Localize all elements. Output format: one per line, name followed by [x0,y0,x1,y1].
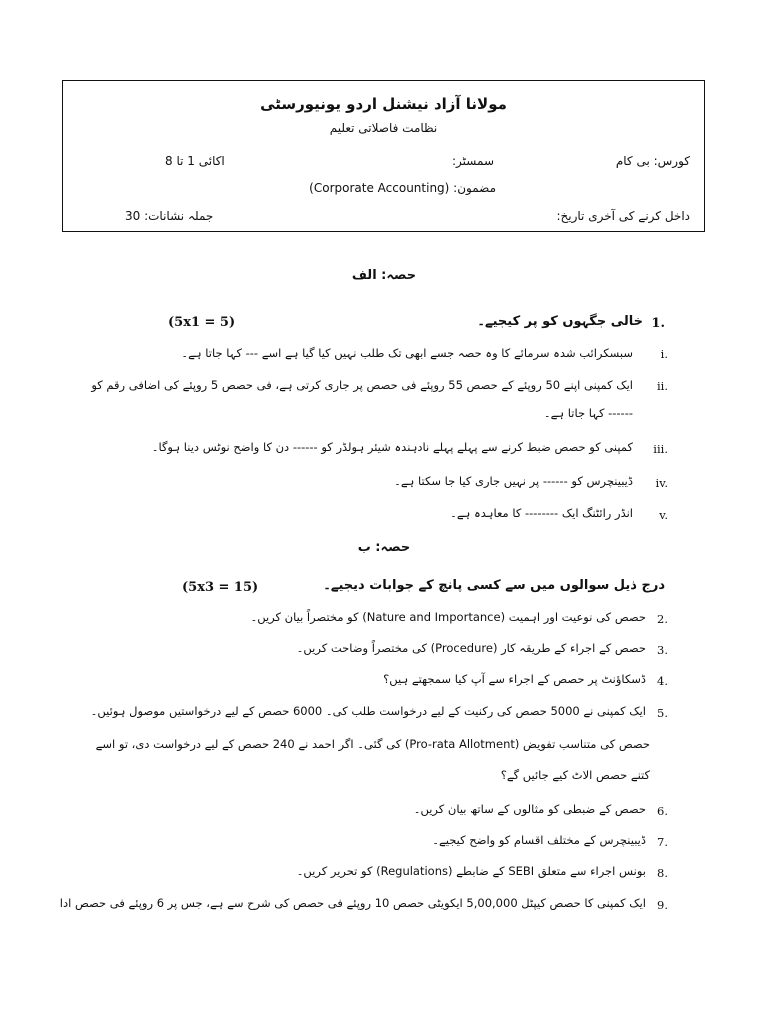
question-text: ایک کمپنی کا حصص کیپٹل 5,00,000 ایکویٹی حصص 10 روپئے فی حصص کی شرح سے ہے، جس پر 6 روپئے فی حصص ادا [59,896,646,910]
question-text: حصص کے اجراء کے طریقہ کار (Procedure) کی مختصراً وضاحت کریں۔ [296,641,646,655]
question-text: حصص کی نوعیت اور اہمیت (Nature and Importance) کو مختصراً بیان کریں۔ [250,610,646,624]
university-name: مولانا آزاد نیشنل اردو یونیورسٹی [260,95,507,113]
item-number: v. [659,508,668,522]
section-b-title: حصہ: ب [357,540,411,555]
item-number: iv. [655,476,668,490]
header-box [62,80,705,232]
question-number: 2. [657,612,668,626]
section-a-marks: (5x1 = 5) [168,315,236,330]
fill-blank-item: سبسکرائب شدہ سرمائے کا وہ حصہ جسے ابھی تک طلب نہیں کیا گیا ہے اسے --- کہا جاتا ہے۔ [181,346,633,360]
question-number: 7. [657,835,668,849]
question-number: 5. [657,706,668,720]
course-label: کورس: بی کام [615,154,690,168]
semester-label: سمسٹر: [452,154,494,168]
question-text-line: حصص کی متناسب تفویض (Pro-rata Allotment) کی گئی۔ اگر احمد نے 240 حصص کے لیے درخواست دی، تو اسے [95,737,650,751]
question-number: 3. [657,643,668,657]
section-b-instruction: درج ذیل سوالوں میں سے کسی پانچ کے جوابات دیجیے۔ [323,578,665,593]
fill-blank-item: انڈر رائٹنگ ایک -------- کا معاہدہ ہے۔ [450,506,633,520]
question-text-line: کتنے حصص الاٹ کیے جائیں گے؟ [500,768,650,782]
last-date-label: داخل کرنے کی آخری تاریخ: [556,209,690,223]
question-number: 8. [657,866,668,880]
directorate-name: نظامت فاصلاتی تعلیم [329,121,438,135]
question-text: ایک کمپنی نے 5000 حصص کی رکنیت کے لیے درخواست طلب کی۔ 6000 حصص کے لیے درخواستیں موصول ہوئیں۔ [90,704,646,718]
item-number: ii. [656,379,668,393]
fill-blank-item: کمپنی کو حصص ضبط کرنے سے پہلے پہلے نادہندہ شیئر ہولڈر کو ------ دن کا واضح نوٹس دینا ہوگا۔ [151,440,633,454]
question-text: بونس اجراء سے متعلق SEBI کے ضابطے (Regulations) کو تحریر کریں۔ [296,864,646,878]
fill-blank-item-continuation: ------ کہا جاتا ہے۔ [543,406,633,420]
section-b-marks: (5x3 = 15) [182,580,259,595]
question-text: ڈیبینچرس کے مختلف اقسام کو واضح کیجیے۔ [432,833,646,847]
fill-blank-item: ایک کمپنی اپنے 50 روپئے کے حصص 55 روپئے فی حصص پر جاری کرتی ہے، فی حصص 5 روپئے کی اضافی رقم کو [91,378,633,392]
question-number: 9. [657,898,668,912]
units-label: اکائی 1 تا 8 [165,154,225,168]
question-1-number: 1. [651,316,665,331]
question-text: حصص کے ضبطی کو مثالوں کے ساتھ بیان کریں۔ [413,802,646,816]
subject-label: مضمون: (Corporate Accounting) [309,181,496,195]
fill-blank-item: ڈیبینچرس کو ------ پر نہیں جاری کیا جا سکتا ہے۔ [394,474,633,488]
section-a-title: حصہ: الف [351,268,417,283]
question-text: ڈسکاؤنٹ پر حصص کے اجراء سے آپ کیا سمجھتے ہیں؟ [383,672,646,686]
question-number: 4. [657,674,668,688]
item-number: i. [660,347,668,361]
item-number: iii. [653,442,668,456]
question-number: 6. [657,804,668,818]
section-a-instruction: خالی جگہوں کو پر کیجیے۔ [477,314,643,329]
total-marks-label: جملہ نشانات: 30 [125,209,214,223]
